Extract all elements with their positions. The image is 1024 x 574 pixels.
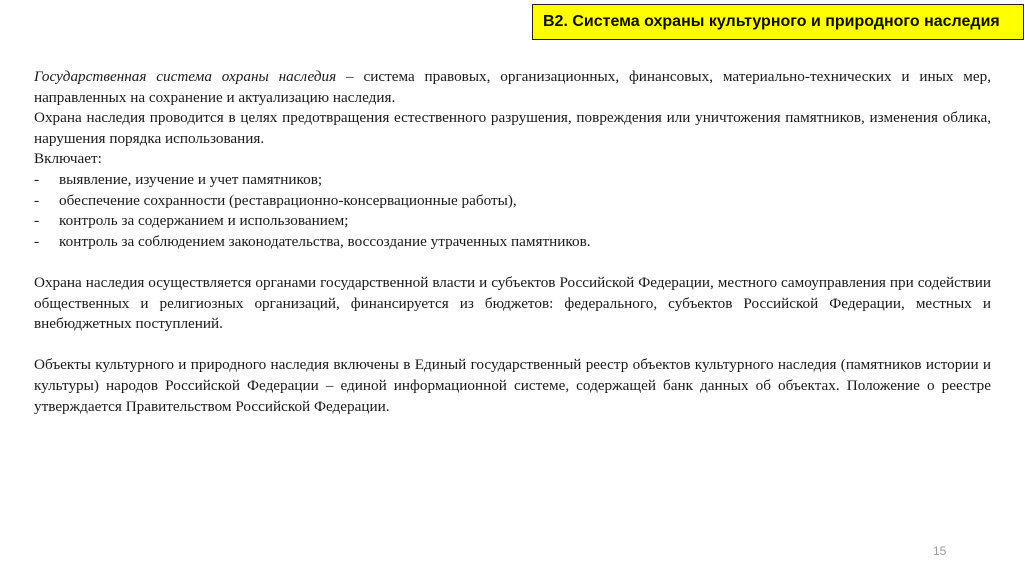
list-item-text: выявление, изучение и учет памятников; — [59, 170, 323, 188]
spacer — [34, 252, 991, 273]
includes-list — [34, 170, 991, 252]
slide-title: B2. Система охраны культурного и природного наследия — [532, 4, 1024, 40]
list-dash: - — [34, 191, 40, 209]
authorities-paragraph: Охрана наследия осуществляется органами государственной власти и субъектов Российской Федерации, местного самоуправления при содействии общественных и религиозных организаций, финансируется из бюджетов: федерального, субъектов Российской Федерации, местных и внебюджетных поступлений. — [34, 273, 991, 333]
list-item — [34, 232, 991, 253]
registry-paragraph: Объекты культурного и природного наследия включены в Единый государственный реестр объектов культурного наследия (памятников истории и культуры) народов Российской Федерации – единой информационной системе, содержащей банк данных об объектах. Положение о реестре утверждается Правительством Российской Федерации. — [34, 356, 991, 415]
list-item-text: обеспечение сохранности (реставрационно-консервационные работы), — [59, 191, 517, 209]
purpose-paragraph: Охрана наследия проводится в целях предотвращения естественного разрушения, повреждения или уничтожения памятников, изменения облика, нарушения порядка использования. — [34, 109, 991, 147]
list-item-text: контроль за содержанием и использованием; — [59, 212, 349, 230]
list-item — [34, 211, 991, 232]
intro-term: Государственная система охраны наследия — [34, 68, 337, 85]
list-item — [34, 191, 991, 212]
slide-content — [34, 67, 991, 417]
list-dash: - — [34, 212, 40, 230]
list-item-text: контроль за соблюдением законодательства, воссоздание утраченных памятников. — [59, 232, 591, 250]
list-item — [34, 170, 991, 191]
includes-label: Включает: — [34, 150, 102, 168]
list-dash: - — [34, 232, 40, 250]
page-number: 15 — [933, 544, 947, 558]
intro-paragraph — [34, 67, 991, 108]
intro-definition: – система правовых, организационных, финансовых, материально-технических и иных мер, направленных на сохранение и актуализацию наследия. — [34, 68, 991, 106]
spacer — [34, 335, 991, 356]
list-dash: - — [34, 170, 40, 188]
